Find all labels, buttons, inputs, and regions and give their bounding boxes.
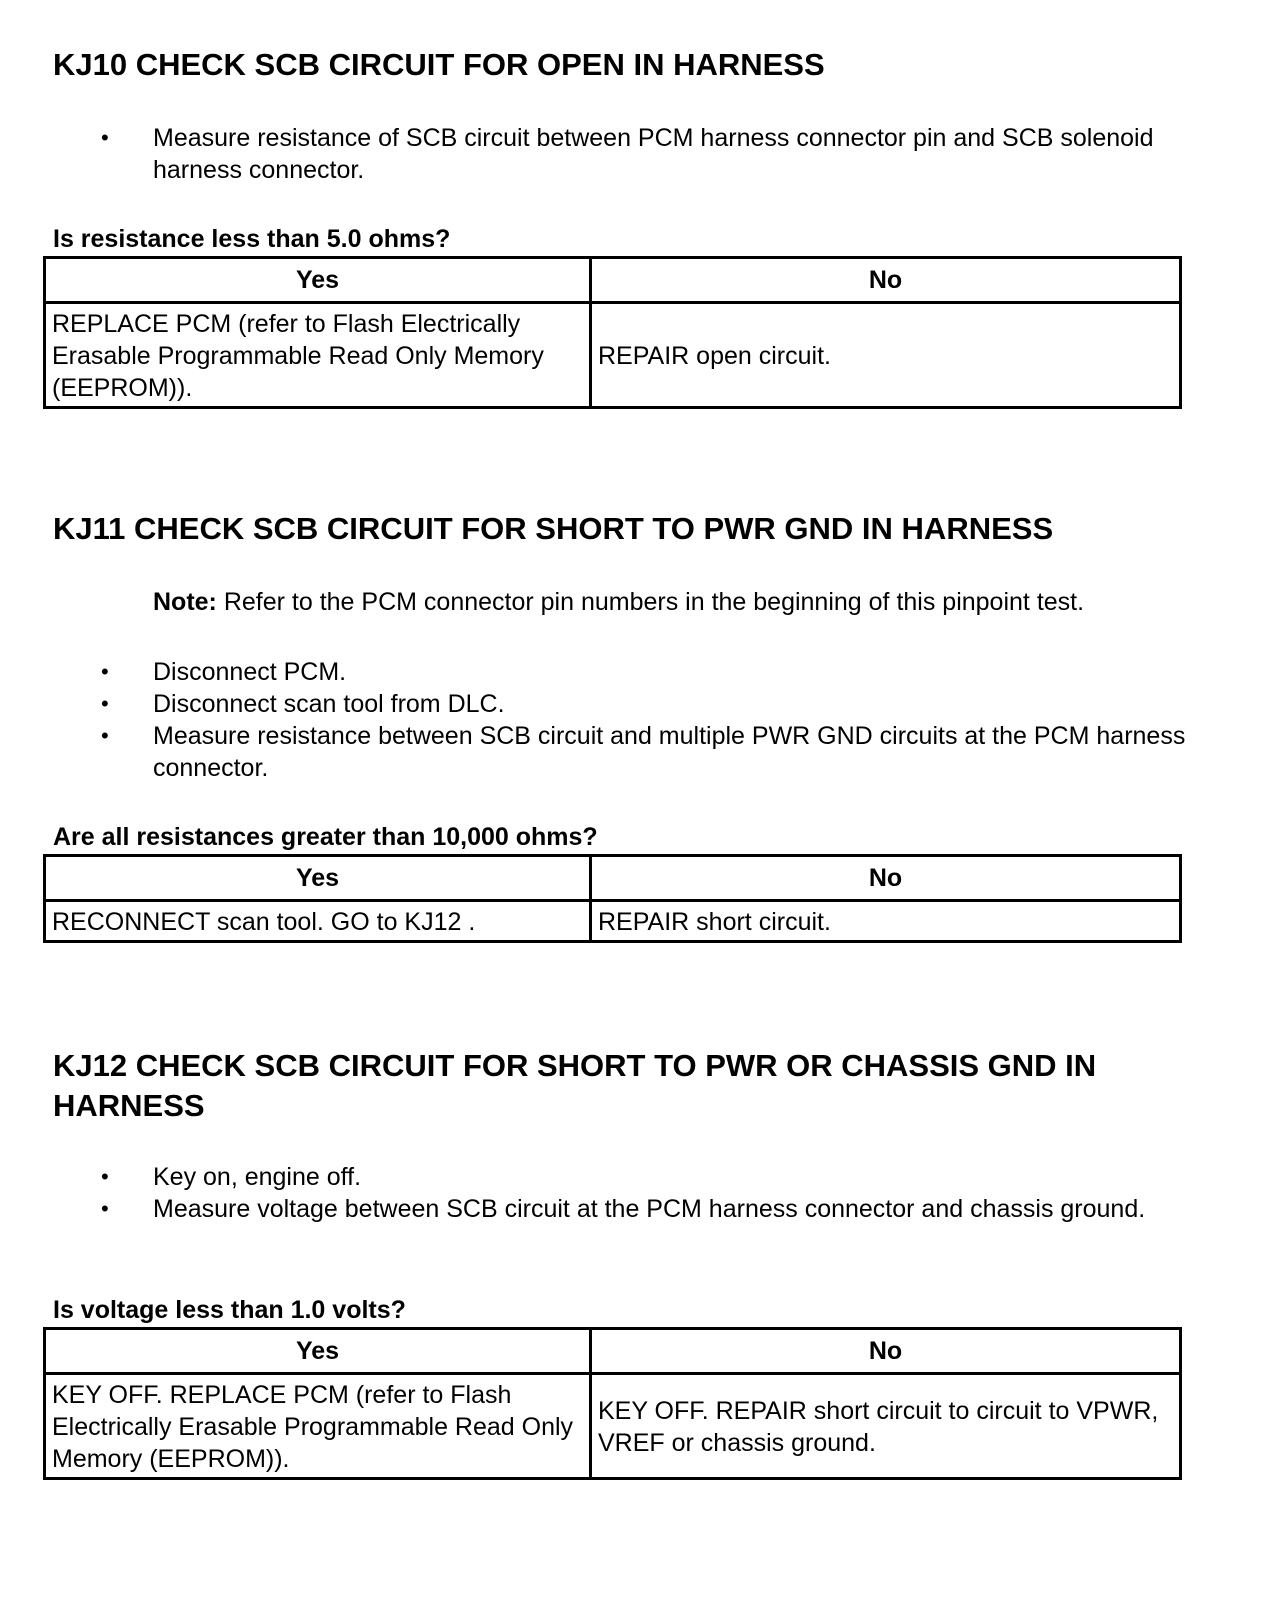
table-row [45, 901, 1181, 942]
bullet-icon: • [101, 691, 109, 716]
question-text: Are all resistances greater than 10,000 ohms? [53, 823, 598, 851]
section-heading: KJ11 CHECK SCB CIRCUIT FOR SHORT TO PWR GND IN HARNESS [53, 511, 1054, 546]
list-item [0, 656, 1264, 688]
bullet-text: Disconnect scan tool from DLC. [153, 690, 505, 718]
no-cell: KEY OFF. REPAIR short circuit to circuit to VPWR, VREF or chassis ground. [591, 1374, 1181, 1479]
decision-table [43, 1327, 1182, 1480]
section-heading: KJ12 CHECK SCB CIRCUIT FOR SHORT TO PWR OR CHASSIS GND IN HARNESS [53, 1048, 1097, 1123]
bullet-icon: • [101, 659, 109, 684]
section-heading: KJ10 CHECK SCB CIRCUIT FOR OPEN IN HARNESS [53, 47, 825, 82]
yes-header: Yes [45, 258, 591, 303]
note-body: Refer to the PCM connector pin numbers in the beginning of this pinpoint test. [216, 588, 1085, 616]
table-row [45, 1374, 1181, 1479]
bullet-icon: • [101, 723, 109, 748]
no-cell: REPAIR short circuit. [591, 901, 1181, 942]
bullet-icon: • [101, 1196, 109, 1221]
question-text: Is resistance less than 5.0 ohms? [53, 225, 451, 253]
no-header: No [591, 258, 1181, 303]
list-item [0, 1161, 1264, 1193]
bullet-list [0, 1161, 1264, 1225]
table-header-row [45, 856, 1181, 901]
decision-table [43, 256, 1182, 409]
bullet-list [0, 122, 1264, 186]
no-header: No [591, 1329, 1181, 1374]
decision-table [43, 854, 1182, 943]
bullet-icon: • [101, 1164, 109, 1189]
no-cell: REPAIR open circuit. [591, 303, 1181, 408]
list-item [0, 688, 1264, 720]
list-item [0, 1193, 1264, 1225]
note-text [153, 586, 1233, 618]
list-item [0, 122, 1264, 186]
bullet-icon: • [101, 125, 109, 150]
bullet-text: Disconnect PCM. [153, 658, 347, 686]
bullet-list [0, 656, 1264, 784]
bullet-text: Key on, engine off. [153, 1163, 362, 1191]
yes-header: Yes [45, 856, 591, 901]
bullet-text: Measure resistance between SCB circuit and multiple PWR GND circuits at the PCM harness connector. [153, 722, 1186, 782]
no-header: No [591, 856, 1181, 901]
bullet-text: Measure voltage between SCB circuit at the PCM harness connector and chassis ground. [153, 1195, 1146, 1223]
yes-cell: RECONNECT scan tool. GO to KJ12 . [45, 901, 591, 942]
bullet-text: Measure resistance of SCB circuit between PCM harness connector pin and SCB solenoid harness connector. [153, 124, 1154, 184]
list-item [0, 720, 1264, 784]
table-row [45, 303, 1181, 408]
table-header-row [45, 1329, 1181, 1374]
yes-cell: KEY OFF. REPLACE PCM (refer to Flash Electrically Erasable Programmable Read Only Memory (EEPROM)). [45, 1374, 591, 1479]
yes-cell: REPLACE PCM (refer to Flash Electrically Erasable Programmable Read Only Memory (EEPROM)). [45, 303, 591, 408]
table-header-row [45, 258, 1181, 303]
question-text: Is voltage less than 1.0 volts? [53, 1296, 406, 1324]
note-label: Note: [153, 588, 217, 616]
yes-header: Yes [45, 1329, 591, 1374]
